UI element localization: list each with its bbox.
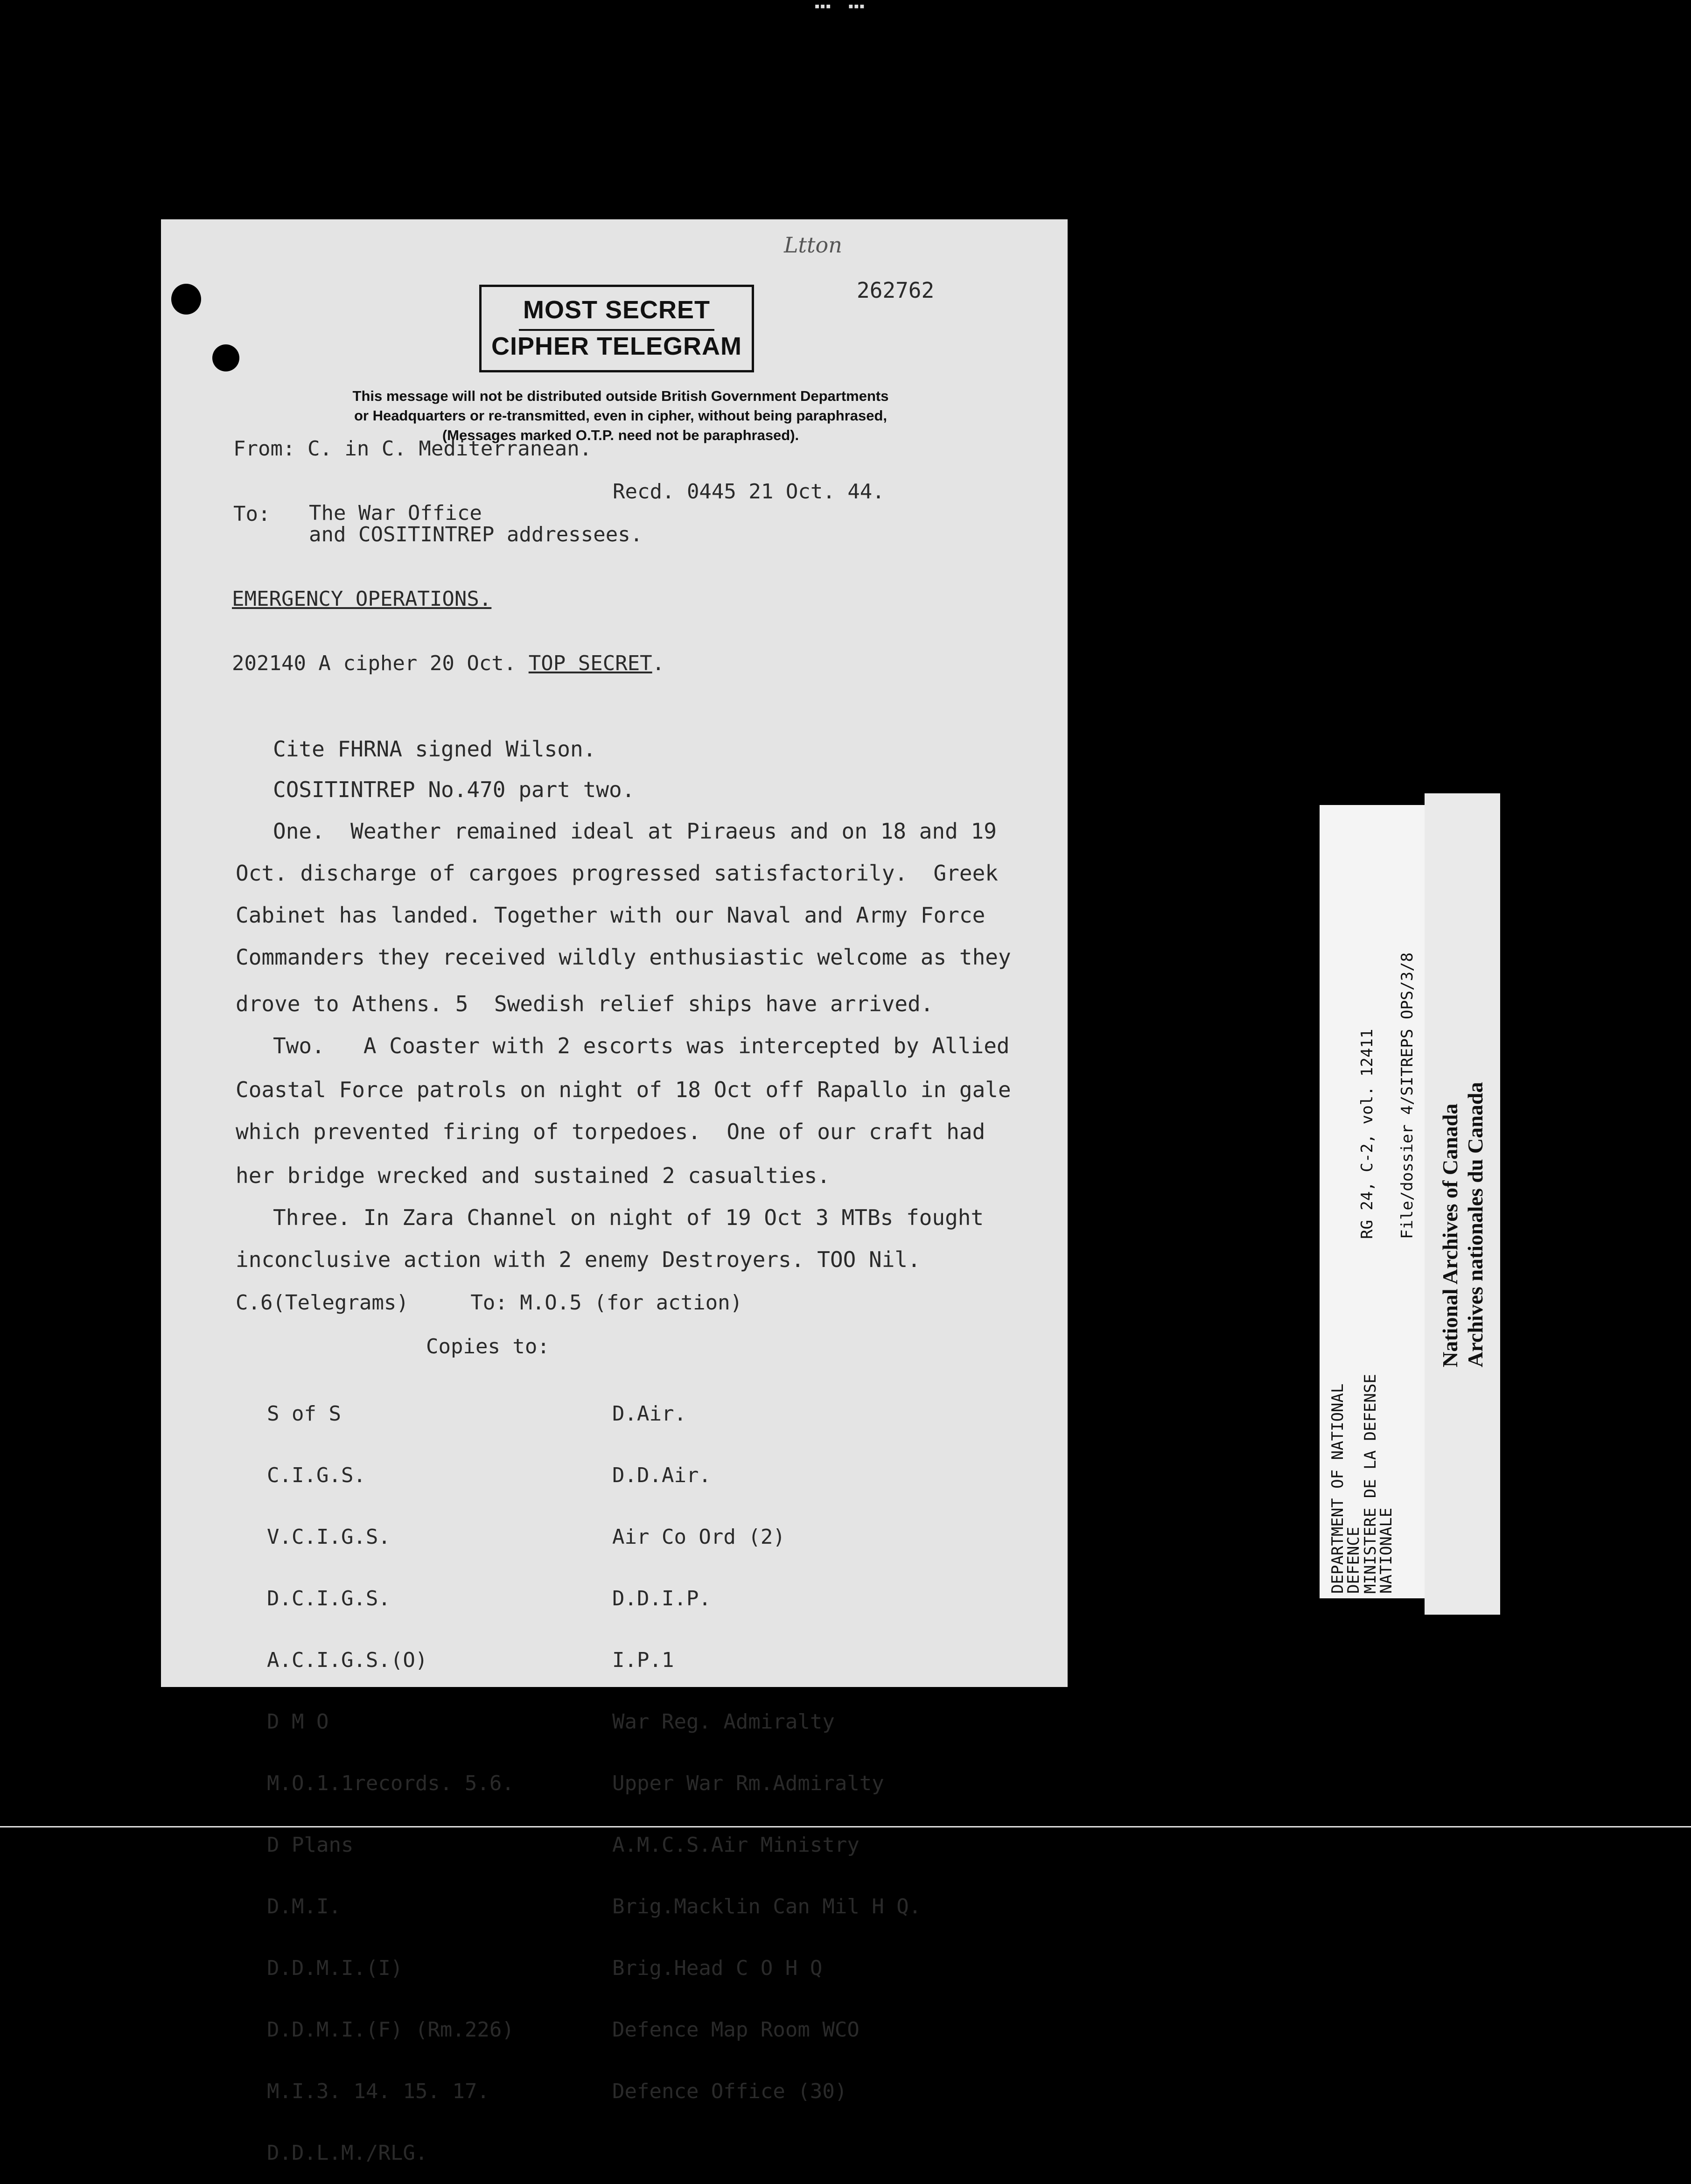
cipher-line-text: 202140 A cipher 20 Oct. [232,651,529,675]
copy-recipient: War Reg. Admiralty [612,1710,835,1734]
stamp-divider [519,329,714,331]
department-en [1330,1384,1362,1594]
body-line: Cabinet has landed. Together with our Naval and Army Force [236,903,985,928]
copy-recipient: D.D.Air. [612,1463,711,1487]
body-line: COSITINTREP No.470 part two. [273,777,635,802]
top-secret-marking: TOP SECRET [528,651,652,675]
copy-recipient: D Plans [267,1833,354,1857]
to-line: and COSITINTREP addressees. [309,523,643,546]
received-line: Recd. 0445 21 Oct. 44. [613,480,885,504]
body-line: Oct. discharge of cargoes progressed satisfactorily. Greek [236,861,998,886]
copy-recipient: D.D.L.M./RLG. [267,2141,428,2165]
copy-recipient: D.C.I.G.S. [267,1587,391,1610]
copies-to-label: Copies to: [426,1335,550,1358]
cipher-line-end: . [652,651,665,675]
to-label: To: [233,502,271,526]
to-line: The War Office [309,501,482,525]
reference-number: 262762 [857,278,935,303]
archives-name-en: National Archives of Canada [1438,1103,1462,1367]
body-line: Two. A Coaster with 2 escorts was intercepted by Allied [273,1033,1010,1058]
copy-recipient: S of S [267,1402,341,1426]
cipher-line [232,651,664,675]
archives-name-fr: Archives nationales du Canada [1463,1082,1487,1367]
body-line: One. Weather remained ideal at Piraeus and on 18 and 19 [273,819,997,844]
file-reference: File/dossier 4/SITREPS OPS/3/8 [1398,952,1417,1239]
punch-hole-bottom [212,344,239,371]
copy-recipient: Defence Office (30) [612,2079,847,2103]
most-secret-stamp [479,285,754,372]
body-line: Coastal Force patrols on night of 18 Oct off Rapallo in gale [236,1077,1011,1102]
body-line: inconclusive action with 2 enemy Destroyers. TOO Nil. [236,1247,921,1272]
department-en-line-1: DEPARTMENT OF NATIONAL [1328,1383,1347,1594]
copy-recipient: D.Air. [612,1402,686,1426]
department-en-line-2: DEFENCE [1344,1526,1363,1594]
film-edge-marks: ▪▪▪ ▪▪▪ [814,0,865,11]
department-fr [1363,1374,1394,1594]
stamp-line-1: MOST SECRET [523,296,711,324]
copy-recipient: Upper War Rm.Admiralty [612,1771,884,1795]
archive-reference-label [1320,805,1425,1598]
copy-recipient: M.I.3. 14. 15. 17. [267,2079,489,2103]
copies-list-right [612,1363,921,2122]
copy-recipient: D.M.I. [267,1895,341,1918]
from-line: From: C. in C. Mediterranean. [233,437,592,461]
copy-recipient: Brig.Macklin Can Mil H Q. [612,1895,922,1918]
copy-recipient: D M O [267,1710,329,1734]
copy-recipient: Defence Map Room WCO [612,2018,859,2042]
copy-recipient: I.P.1 [612,1648,674,1672]
stamp-line-2: CIPHER TELEGRAM [491,332,742,360]
routing-line: C.6(Telegrams) To: M.O.5 (for action) [236,1291,743,1315]
body-line: drove to Athens. 5 Swedish relief ships have arrived. [236,991,934,1016]
punch-hole-top [171,284,201,315]
copy-recipient: D.D.M.I.(I) [267,1956,403,1980]
distribution-note-line: (Messages marked O.T.P. need not be paraphrased). [442,427,799,443]
copy-recipient: A.C.I.G.S.(O) [267,1648,428,1672]
body-line: Three. In Zara Channel on night of 19 Oct 3 MTBs fought [273,1205,984,1230]
copy-recipient: M.O.1.1records. 5.6. [267,1771,514,1795]
body-line: which prevented firing of torpedoes. One of our craft had [236,1119,985,1144]
department-fr-line-2: NATIONALE [1377,1507,1396,1594]
archives-canada-label [1425,793,1500,1615]
copy-recipient: D.D.M.I.(F) (Rm.226) [267,2018,514,2042]
copy-recipient: A.M.C.S.Air Ministry [612,1833,859,1857]
distribution-note-line: This message will not be distributed outside British Government Departments [352,388,889,404]
distribution-note-line: or Headquarters or re-transmitted, even in cipher, without being paraphrased, [354,407,887,424]
copies-list-left [267,1363,514,2184]
body-line: Cite FHRNA signed Wilson. [273,736,596,762]
copy-recipient: Air Co Ord (2) [612,1525,785,1549]
body-line: Commanders they received wildly enthusiastic welcome as they [236,945,1011,970]
department-fr-line-1: MINISTERE DE LA DEFENSE [1361,1374,1380,1594]
body-line: her bridge wrecked and sustained 2 casualties. [236,1163,830,1188]
copy-recipient: D.D.I.P. [612,1587,711,1610]
copy-recipient: V.C.I.G.S. [267,1525,391,1549]
film-edge-line [0,1826,1691,1827]
copy-recipient: Brig.Head C O H Q [612,1956,823,1980]
heading-emergency-operations: EMERGENCY OPERATIONS. [232,587,492,611]
record-group: RG 24, C-2, vol. 12411 [1358,1029,1377,1239]
handwritten-initials: Ltton [784,232,842,258]
copy-recipient: C.I.G.S. [267,1463,366,1487]
